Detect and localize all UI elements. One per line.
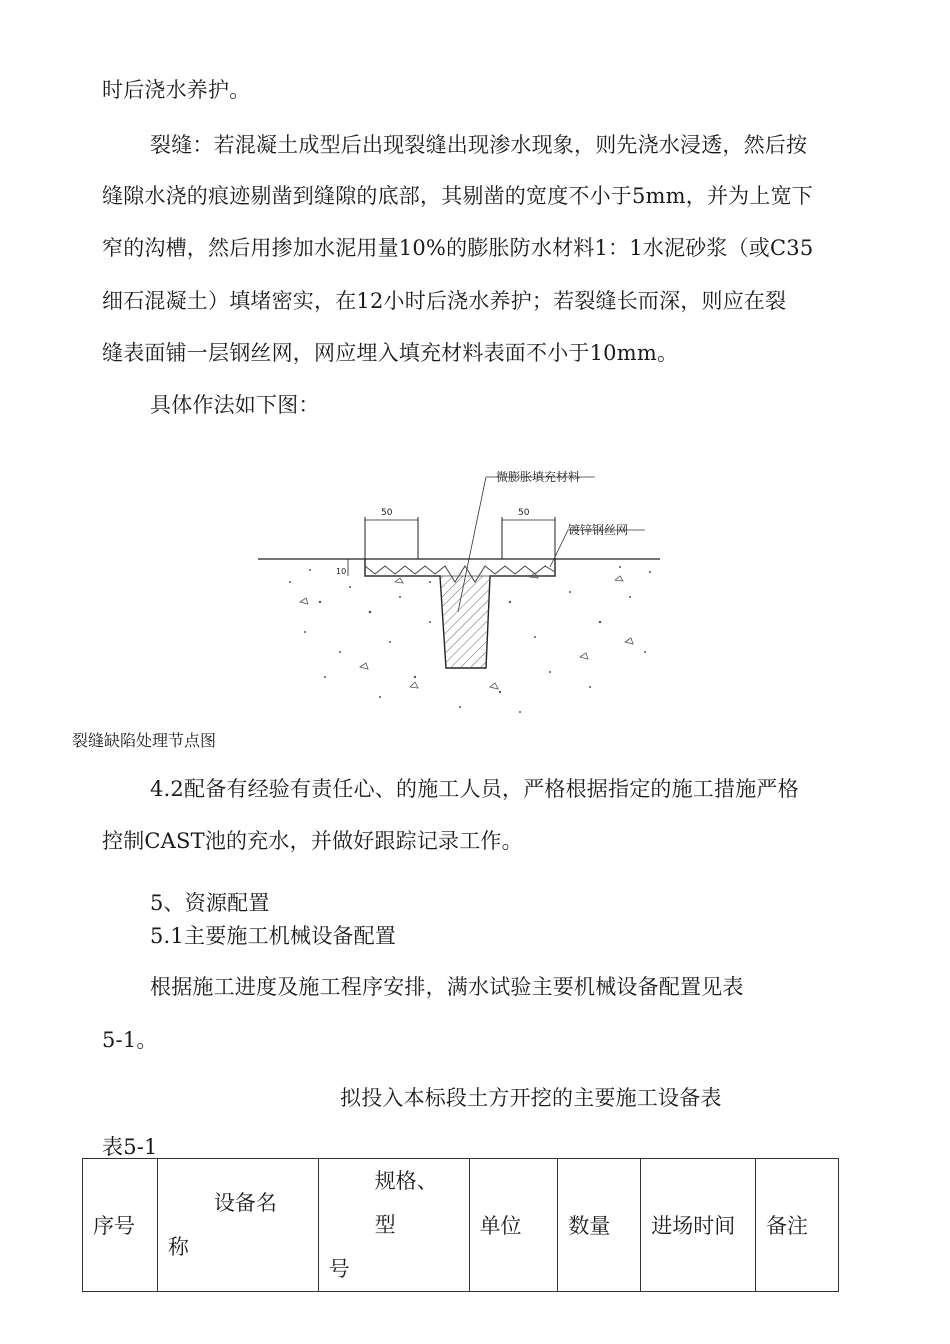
figure-caption: 裂缝缺陷处理节点图 — [72, 731, 217, 750]
header-unit: 单位 — [469, 1159, 558, 1292]
paragraph-line: 窄的沟槽，然后用掺加水泥用量10%的膨胀防水材料1：1水泥砂浆（或C35 — [102, 236, 814, 260]
dim-depth-label: 10 — [336, 567, 347, 576]
dim-right-label: 50 — [518, 508, 530, 518]
paragraph-line: 缝隙水浇的痕迹剔凿到缝隙的底部，其剔凿的宽度不小于5mm，并为上宽下 — [102, 184, 813, 208]
crack-repair-detail-diagram — [250, 462, 670, 732]
paragraph-line: 具体作法如下图： — [150, 393, 320, 417]
paragraph-line: 时后浇水养护。 — [102, 78, 251, 102]
fill-material — [440, 576, 490, 668]
header-seq: 序号 — [83, 1159, 158, 1292]
header-entry-time: 进场时间 — [641, 1159, 756, 1292]
paragraph-line: 控制CAST池的充水，并做好跟踪记录工作。 — [102, 829, 523, 853]
header-qty: 数量 — [558, 1159, 641, 1292]
header-equipment-name: 设备名 称 — [157, 1159, 318, 1292]
table-title: 拟投入本标段土方开挖的主要施工设备表 — [340, 1086, 722, 1110]
subsection-heading: 5.1主要施工机械设备配置 — [150, 924, 396, 948]
paragraph-line: 4.2配备有经验有责任心、的施工人员，严格根据指定的施工措施严格 — [150, 777, 799, 801]
header-note: 备注 — [756, 1159, 839, 1292]
paragraph-line: 裂缝：若混凝土成型后出现裂缝出现渗水现象，则先浇水浸透，然后按 — [150, 133, 808, 157]
label-fill-material: 微膨胀填充材料 — [496, 470, 581, 484]
equipment-table — [82, 1158, 839, 1292]
paragraph-line: 5-1。 — [102, 1028, 158, 1052]
table-label: 表5-1 — [102, 1135, 158, 1159]
paragraph-line: 细石混凝土）填堵密实，在12小时后浇水养护；若裂缝长而深，则应在裂 — [102, 289, 787, 313]
dim-left-label: 50 — [381, 508, 393, 518]
paragraph-line: 缝表面铺一层钢丝网，网应埋入填充材料表面不小于10mm。 — [102, 341, 679, 365]
header-spec: 规格、型 号 — [318, 1159, 469, 1292]
label-wire-mesh: 镀锌钢丝网 — [568, 523, 629, 537]
section-heading: 5、资源配置 — [150, 891, 270, 915]
table-header-row — [83, 1159, 839, 1292]
paragraph-line: 根据施工进度及施工程序安排，满水试验主要机械设备配置见表 — [150, 975, 744, 999]
